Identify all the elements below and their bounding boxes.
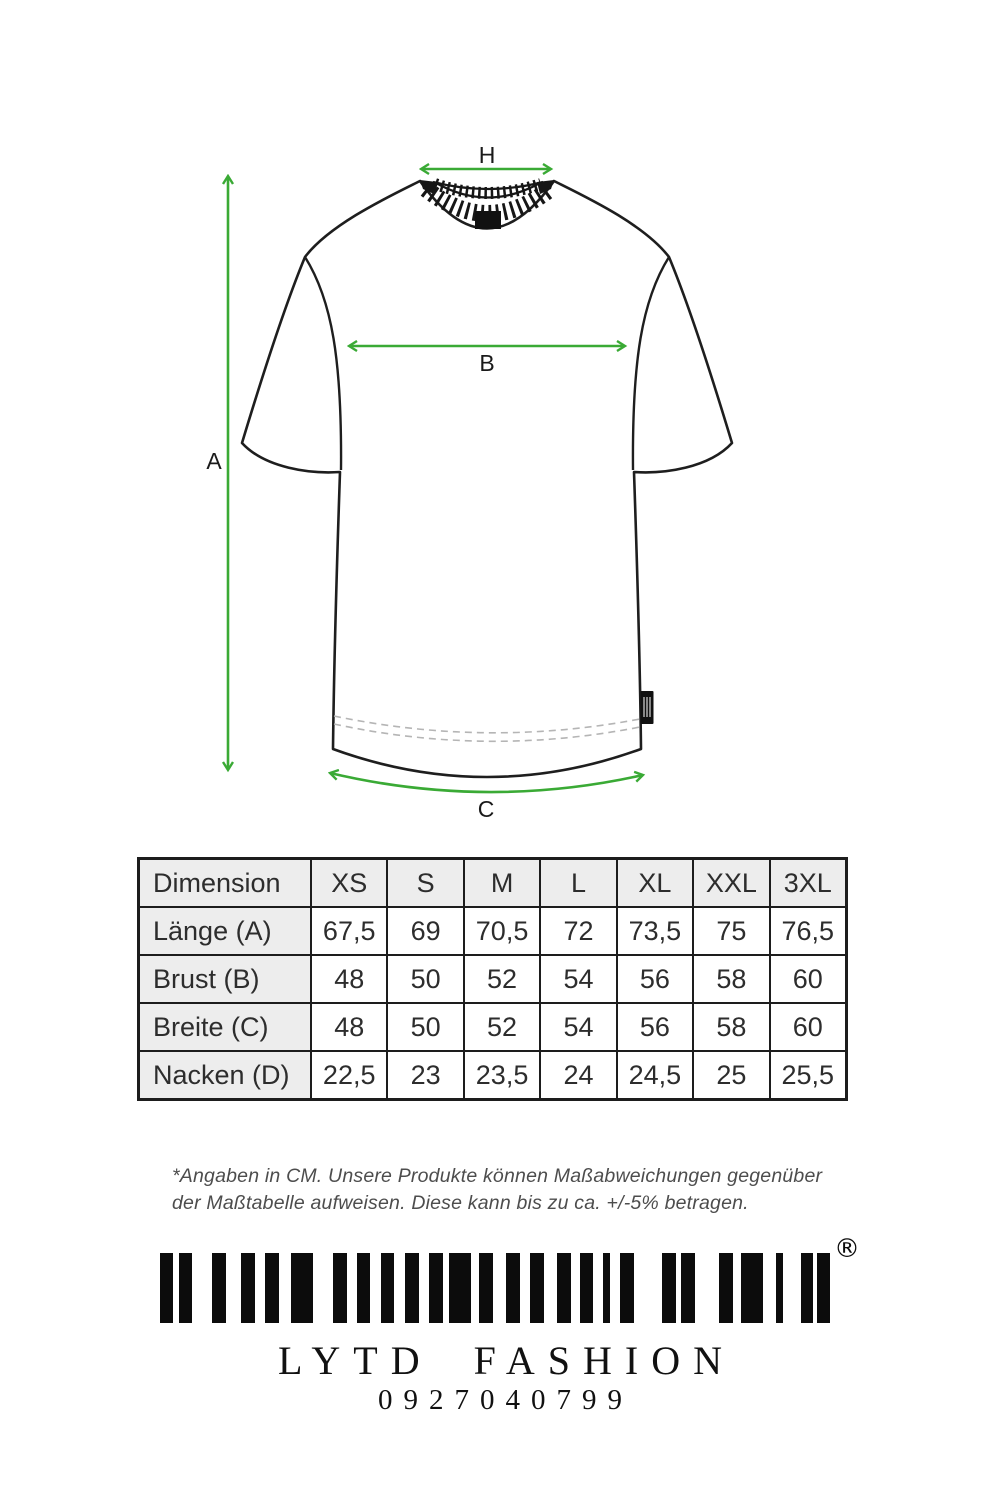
label-B: B	[479, 350, 495, 376]
column-header-xxl: XXL	[694, 860, 768, 906]
barcode-bar	[741, 1253, 763, 1323]
barcode-bar	[719, 1253, 733, 1323]
table-value: 50	[388, 956, 462, 1002]
table-value: 58	[694, 1004, 768, 1050]
brand-article-number: 0927040799	[378, 1384, 633, 1416]
registered-trademark-symbol: ®	[834, 1234, 860, 1264]
size-table	[137, 857, 848, 1101]
barcode-bar	[479, 1253, 493, 1323]
brand-name: LYTD FASHION	[277, 1338, 736, 1383]
table-value: 50	[388, 1004, 462, 1050]
row-label-laenge: Länge (A)	[140, 908, 310, 954]
table-value: 72	[541, 908, 615, 954]
barcode-bar	[381, 1253, 394, 1323]
barcode-bar	[557, 1253, 571, 1323]
table-value: 75	[694, 908, 768, 954]
barcode-bar	[603, 1253, 610, 1323]
table-value: 56	[618, 1004, 692, 1050]
row-label-breite: Breite (C)	[140, 1004, 310, 1050]
barcode-bar	[662, 1253, 676, 1323]
table-value: 56	[618, 956, 692, 1002]
label-A: A	[206, 448, 222, 474]
row-label-brust: Brust (B)	[140, 956, 310, 1002]
table-value: 52	[465, 956, 539, 1002]
label-H: H	[478, 142, 496, 168]
barcode-bar	[801, 1253, 813, 1323]
disclaimer-line-2: der Maßtabelle aufweisen. Diese kann bis zu ca. +/-5% betragen.	[172, 1192, 749, 1214]
row-label-nacken: Nacken (D)	[140, 1052, 310, 1098]
table-value: 60	[771, 1004, 845, 1050]
table-value: 24,5	[618, 1052, 692, 1098]
collar-brand-label	[475, 211, 501, 229]
barcode-bar	[449, 1253, 471, 1323]
table-value: 23,5	[465, 1052, 539, 1098]
table-value: 69	[388, 908, 462, 954]
barcode-bar	[333, 1253, 347, 1323]
barcode-bar	[291, 1253, 313, 1323]
table-value: 60	[771, 956, 845, 1002]
barcode-bar	[530, 1253, 544, 1323]
measurement-disclaimer	[172, 1163, 852, 1217]
column-header-xs: XS	[312, 860, 386, 906]
column-header-3xl: 3XL	[771, 860, 845, 906]
table-value: 23	[388, 1052, 462, 1098]
barcode-bar	[179, 1253, 192, 1323]
column-header-l: L	[541, 860, 615, 906]
table-value: 25	[694, 1052, 768, 1098]
table-value: 48	[312, 956, 386, 1002]
barcode-bar	[212, 1253, 226, 1323]
column-header-s: S	[388, 860, 462, 906]
barcode-bar	[506, 1253, 520, 1323]
table-value: 73,5	[618, 908, 692, 954]
barcode-bar	[776, 1253, 783, 1323]
table-value: 48	[312, 1004, 386, 1050]
disclaimer-line-1: *Angaben in CM. Unsere Produkte können Maßabweichungen gegenüber	[172, 1165, 823, 1187]
tshirt-body-outline	[242, 181, 732, 777]
column-header-xl: XL	[618, 860, 692, 906]
table-value: 58	[694, 956, 768, 1002]
barcode-bar	[160, 1253, 173, 1323]
table-value: 70,5	[465, 908, 539, 954]
barcode-bar	[817, 1253, 830, 1323]
table-value: 22,5	[312, 1052, 386, 1098]
table-value: 76,5	[771, 908, 845, 954]
barcode-bar	[241, 1253, 255, 1323]
table-value: 54	[541, 1004, 615, 1050]
table-value: 54	[541, 956, 615, 1002]
barcode-bar	[620, 1253, 634, 1323]
column-header-m: M	[465, 860, 539, 906]
label-C: C	[477, 796, 495, 822]
table-value: 52	[465, 1004, 539, 1050]
barcode	[160, 1253, 832, 1323]
barcode-bar	[429, 1253, 443, 1323]
barcode-bar	[580, 1253, 593, 1323]
column-header-dimension: Dimension	[140, 860, 310, 906]
barcode-bar	[681, 1253, 695, 1323]
barcode-bar	[357, 1253, 370, 1323]
side-seam-label	[641, 691, 654, 724]
barcode-bar	[265, 1253, 279, 1323]
table-value: 67,5	[312, 908, 386, 954]
table-value: 25,5	[771, 1052, 845, 1098]
table-value: 24	[541, 1052, 615, 1098]
barcode-bar	[405, 1253, 419, 1323]
